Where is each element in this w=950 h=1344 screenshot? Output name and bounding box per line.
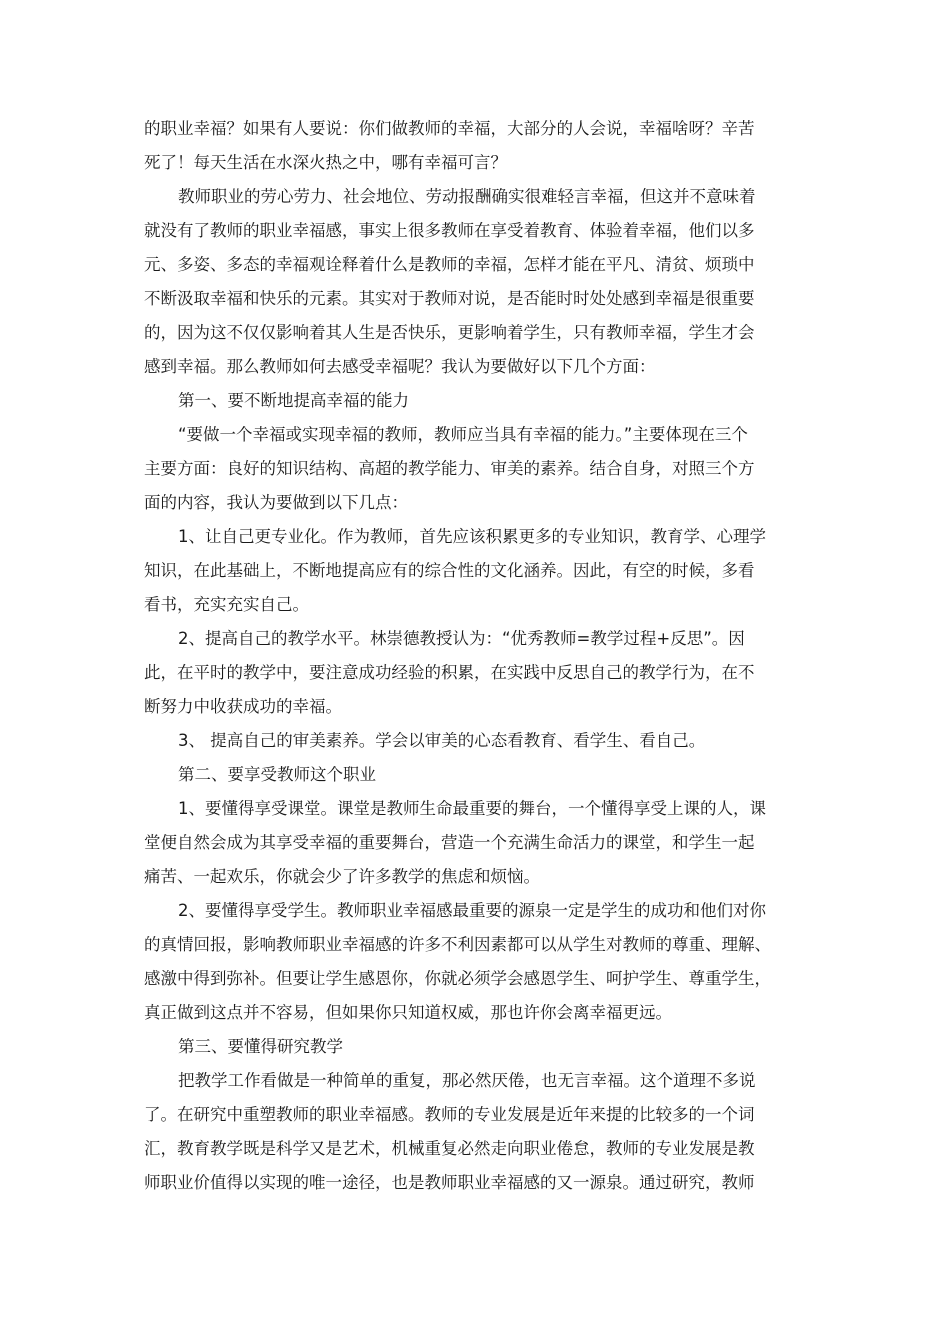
text-line: 痛苦、一起欢乐，你就会少了许多教学的焦虑和烦恼。 xyxy=(144,867,540,886)
text-line: 第三、要懂得研究教学 xyxy=(178,1037,343,1056)
paragraph xyxy=(144,792,808,894)
paragraph xyxy=(144,894,808,1030)
paragraph xyxy=(144,622,808,724)
text-line: 汇，教育教学既是科学又是艺术，机械重复必然走向职业倦怠，教师的专业发展是教 xyxy=(144,1139,755,1158)
text-line: 第一、要不断地提高幸福的能力 xyxy=(178,391,409,410)
paragraph xyxy=(144,724,808,758)
text-line: 师职业价值得以实现的唯一途径，也是教师职业幸福感的又一源泉。通过研究，教师 xyxy=(144,1173,755,1192)
text-line: 面的内容，我认为要做到以下几点： xyxy=(144,493,408,512)
text-line: 主要方面：良好的知识结构、高超的教学能力、审美的素养。结合自身，对照三个方 xyxy=(144,459,755,478)
text-line: 感到幸福。那么教师如何去感受幸福呢？我认为要做好以下几个方面： xyxy=(144,357,656,376)
text-line: 断努力中收获成功的幸福。 xyxy=(144,697,342,716)
paragraph xyxy=(144,1030,808,1064)
text-line: 的真情回报，影响教师职业幸福感的许多不利因素都可以从学生对教师的尊重、理解、 xyxy=(144,935,771,954)
paragraph xyxy=(144,384,808,418)
paragraph xyxy=(144,112,808,180)
text-line: 2、要懂得享受学生。教师职业幸福感最重要的源泉一定是学生的成功和他们对你 xyxy=(178,901,766,920)
text-line: 3、 提高自己的审美素养。学会以审美的心态看教育、看学生、看自己。 xyxy=(178,731,706,750)
text-line: 不断汲取幸福和快乐的元素。其实对于教师对说，是否能时时处处感到幸福是很重要 xyxy=(144,289,755,308)
text-line: 感激中得到弥补。但要让学生感恩你，你就必须学会感恩学生、呵护学生、尊重学生， xyxy=(144,969,771,988)
paragraph xyxy=(144,758,808,792)
text-line: “要做一个幸福或实现幸福的教师，教师应当具有幸福的能力。”主要体现在三个 xyxy=(178,425,748,444)
paragraph xyxy=(144,520,808,622)
text-line: 2、提高自己的教学水平。林崇德教授认为：“优秀教师=教学过程+反思”。因 xyxy=(178,629,745,648)
text-line: 就没有了教师的职业幸福感，事实上很多教师在享受着教育、体验着幸福，他们以多 xyxy=(144,221,755,240)
text-line: 教师职业的劳心劳力、社会地位、劳动报酬确实很难轻言幸福，但这并不意味着 xyxy=(178,187,756,206)
text-line: 堂便自然会成为其享受幸福的重要舞台，营造一个充满生命活力的课堂，和学生一起 xyxy=(144,833,755,852)
text-line: 第二、要享受教师这个职业 xyxy=(178,765,376,784)
paragraph xyxy=(144,418,808,520)
paragraph xyxy=(144,1064,808,1200)
paragraph xyxy=(144,180,808,384)
text-line: 死了！每天生活在水深火热之中，哪有幸福可言？ xyxy=(144,153,507,172)
text-line: 看书，充实充实自己。 xyxy=(144,595,309,614)
text-line: 1、让自己更专业化。作为教师，首先应该积累更多的专业知识，教育学、心理学 xyxy=(178,527,766,546)
text-line: 的，因为这不仅仅影响着其人生是否快乐，更影响着学生，只有教师幸福，学生才会 xyxy=(144,323,755,342)
text-line: 此，在平时的教学中，要注意成功经验的积累，在实践中反思自己的教学行为，在不 xyxy=(144,663,755,682)
text-line: 了。在研究中重塑教师的职业幸福感。教师的专业发展是近年来提的比较多的一个词 xyxy=(144,1105,755,1124)
text-line: 真正做到这点并不容易，但如果你只知道权威，那也许你会离幸福更远。 xyxy=(144,1003,672,1022)
document-body xyxy=(144,112,808,1200)
text-line: 1、要懂得享受课堂。课堂是教师生命最重要的舞台，一个懂得享受上课的人，课 xyxy=(178,799,766,818)
text-line: 元、多姿、多态的幸福观诠释着什么是教师的幸福，怎样才能在平凡、清贫、烦琐中 xyxy=(144,255,755,274)
text-line: 把教学工作看做是一种简单的重复，那必然厌倦，也无言幸福。这个道理不多说 xyxy=(178,1071,756,1090)
text-line: 的职业幸福？如果有人要说：你们做教师的幸福，大部分的人会说，幸福啥呀？辛苦 xyxy=(144,119,755,138)
text-line: 知识，在此基础上，不断地提高应有的综合性的文化涵养。因此，有空的时候，多看 xyxy=(144,561,755,580)
